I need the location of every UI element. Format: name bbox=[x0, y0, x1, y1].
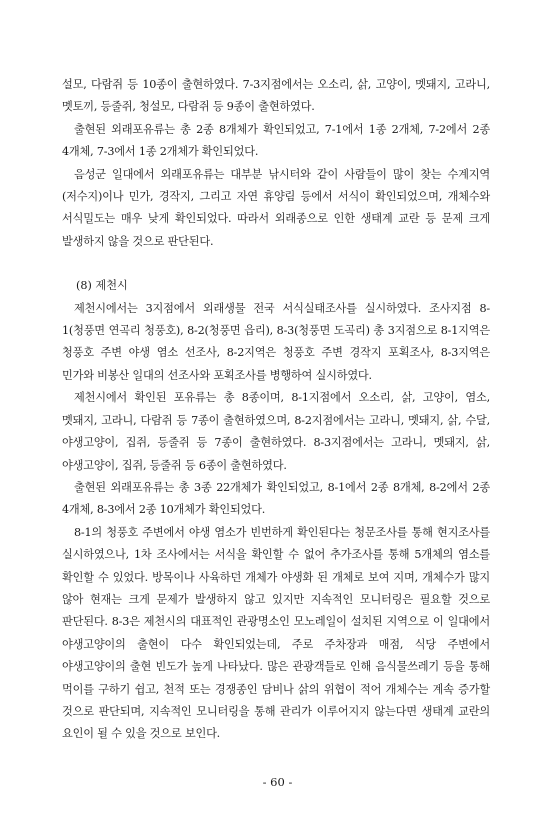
section-heading: (8) 제천시 bbox=[76, 279, 128, 293]
body-paragraph: 음성군 일대에서 외래포유류는 대부분 낚시터와 같이 사람들이 많이 찾는 수계지역(저수지)이나 민가, 경작지, 그리고 자연 휴양림 등에서 서식이 확인되었으며, 개체수와 서식밀도는 매우 낮게 확인되었다. 따라서 외래종으로 인한 생태계 교란 등 문제 크게 발생하지 않을 것으로 판단된다. bbox=[62, 167, 490, 248]
body-paragraph: 출현된 외래포유류는 총 3종 22개체가 확인되었고, 8-1에서 2종 8개체, 8-2에서 2종 4개체, 8-3에서 2종 10개체가 확인되었다. bbox=[62, 480, 490, 517]
body-paragraph: 설모, 다람쥐 등 10종이 출현하였다. 7-3지점에서는 오소리, 삵, 고양이, 멧돼지, 고라니, 멧토끼, 등줄쥐, 청설모, 다람쥐 등 9종이 출현하였다. bbox=[62, 78, 490, 114]
body-paragraph: 제천시에서는 3지점에서 외래생물 전국 서식실태조사를 실시하였다. 조사지점 8-1(청풍면 연곡리 청풍호), 8-2(청풍면 읍리), 8-3(청풍면 도곡리) 총 3지점으로 8-1지역은 청풍호 주변 야생 염소 선조사, 8-2지역은 청풍호 주변 경작지 포획조사, 8-3지역은 민가와 비봉산 일대의 선조사와 포획조사를 병행하여 실시하였다. bbox=[62, 301, 490, 382]
body-paragraph: 제천시에서 확인된 포유류는 총 8종이며, 8-1지점에서 오소리, 삵, 고양이, 염소, 멧돼지, 고라니, 다람쥐 등 7종이 출현하였으며, 8-2지점에서는 고라니, 멧돼지, 삵, 수달, 야생고양이, 집쥐, 등줄쥐 등 7종이 출현하였다. 8-3지점에서는 고라니, 멧돼지, 삵, 야생고양이, 집쥐, 등줄쥐 등 6종이 출현하였다. bbox=[62, 391, 490, 472]
body-paragraph: 8-1의 청풍호 주변에서 야생 염소가 빈번하게 확인된다는 청문조사를 통해 현지조사를 실시하였으나, 1차 조사에서는 서식을 확인할 수 없어 추가조사를 통해 5개체의 염소를 확인할 수 있었다. 방목이나 사육하던 개체가 야생화 된 개체로 보여 지며, 개체수가 많지 않아 현재는 크게 문제가 발생하지 않고 있지만 지속적인 모니터링은 필요할 것으로 판단된다. 8-3은 제천시의 대표적인 관광명소인 모노레일이 설치된 지역으로 이 일대에서 야생고양이의 출현이 다수 확인되었는데, 주로 주차장과 매점, 식당 주변에서 야생고양이의 출현 빈도가 높게 나타났다. 많은 관광객들로 인해 음식물쓰레기 등을 통해 먹이를 구하기 쉽고, 천적 또는 경쟁종인 담비나 삵의 위협이 적어 개체수는 계속 증가할 것으로 판단되며, 지속적인 모니터링을 통해 관리가 이루어지지 않는다면 생태계 교란의 요인이 될 수 있을 것으로 보인다. bbox=[62, 525, 490, 741]
page-number: - 60 - bbox=[262, 775, 293, 789]
body-paragraph: 출현된 외래포유류는 총 2종 8개체가 확인되었고, 7-1에서 1종 2개체, 7-2에서 2종 4개체, 7-3에서 1종 2개체가 확인되었다. bbox=[62, 122, 490, 159]
page-body bbox=[62, 74, 490, 746]
